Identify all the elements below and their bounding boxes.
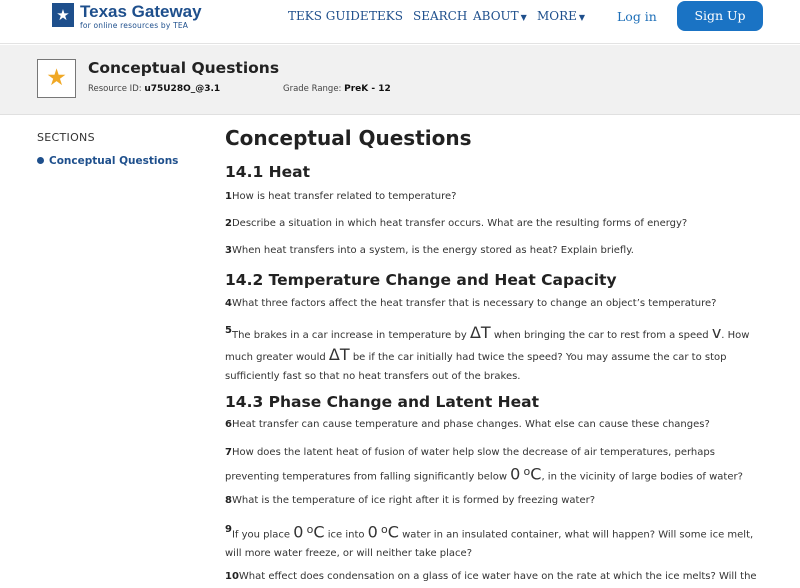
question-number: 6: [225, 419, 232, 430]
question-text: Heat transfer can cause temperature and phase changes. What else can cause these changes?: [231, 419, 710, 430]
question-item: [225, 294, 765, 313]
question-item: [225, 567, 765, 586]
grade-range: [283, 84, 391, 94]
question-item: [225, 415, 765, 434]
question-item: [225, 443, 765, 486]
resource-id-value: u75U28O_@3.1: [144, 84, 221, 94]
question-text: when bringing the car to rest from a speed: [490, 330, 712, 341]
question-item: [225, 187, 765, 206]
question-item: [225, 520, 765, 563]
question-item: [225, 241, 765, 260]
resource-title: Conceptual Questions: [88, 59, 280, 77]
degree-symbol: o: [523, 465, 531, 478]
question-number: 3: [225, 245, 232, 256]
question-text: What three factors affect the heat transfer that is necessary to change an object’s temperature?: [231, 298, 717, 309]
caret-down-icon: ▼: [520, 13, 527, 22]
question-text: What is the temperature of ice right after it is formed by freezing water?: [231, 495, 596, 506]
nav-teks[interactable]: TEKS: [369, 9, 403, 23]
question-text: water in an insulated container, what will happen? Will some ice melt, will more water freeze, or will neither take place?: [225, 529, 754, 560]
logo-subtitle: for online resources by TEA: [80, 21, 189, 30]
question-item: [225, 491, 765, 510]
zero-symbol: 0: [510, 464, 521, 484]
question-text: When heat transfers into a system, is the energy stored as heat? Explain briefly.: [231, 245, 634, 256]
grade-range-value: PreK - 12: [344, 84, 391, 94]
question-number: 5: [225, 325, 232, 336]
texas-star-icon: ★: [52, 3, 74, 27]
section-heading: 14.1 Heat: [225, 163, 310, 181]
favorite-button[interactable]: [37, 59, 76, 98]
delta-t-symbol: ΔT: [469, 323, 491, 342]
sidebar-item-label: Conceptual Questions: [49, 155, 179, 167]
zero-symbol: 0: [367, 522, 378, 542]
page-title: Conceptual Questions: [225, 126, 472, 150]
sidebar-item-conceptual-questions[interactable]: [37, 155, 178, 167]
question-text: , in the vicinity of large bodies of water?: [541, 471, 743, 483]
question-number: 8: [225, 495, 232, 506]
question-text: How is heat transfer related to temperature?: [231, 191, 457, 202]
question-number: 10: [225, 571, 239, 582]
celsius-unit: C: [530, 464, 542, 484]
signup-button[interactable]: Sign Up: [677, 1, 763, 31]
celsius-unit: C: [387, 522, 399, 542]
logo-title: Texas Gateway: [80, 2, 202, 21]
login-button[interactable]: Log in: [617, 9, 657, 24]
question-item: [225, 323, 765, 386]
question-number: 7: [225, 447, 232, 458]
resource-header: [0, 45, 800, 115]
zero-symbol: 0: [293, 522, 304, 542]
question-text: . How much greater would: [225, 330, 750, 363]
caret-down-icon: ▼: [578, 13, 586, 22]
question-item: [225, 214, 765, 233]
section-heading: 14.2 Temperature Change and Heat Capacity: [225, 271, 617, 289]
question-text: ice into: [324, 529, 368, 541]
question-text: How does the latent heat of fusion of water help slow the decrease of air temperatures, perhaps preventing temperatures from falling significantly below: [225, 447, 715, 483]
question-text: The brakes in a car increase in temperature by: [231, 330, 470, 341]
nav-about-label: ABOUT: [473, 9, 519, 23]
sections-heading: SECTIONS: [37, 131, 95, 144]
degree-symbol: o: [381, 523, 388, 536]
nav-more-label: MORE: [537, 9, 577, 23]
question-number: 9: [225, 524, 232, 536]
nav-about[interactable]: [473, 9, 527, 23]
texas-gateway-logo[interactable]: [52, 3, 222, 33]
nav-search[interactable]: SEARCH: [413, 9, 468, 23]
speed-symbol: v: [711, 323, 722, 342]
grade-range-label: Grade Range:: [283, 84, 342, 94]
question-text: What effect does condensation on a glass of ice water have on the rate at which the ice melts? Will the: [238, 571, 757, 582]
question-text: be if the car initially had twice the speed? You may assume the car to stop sufficiently fast so that no heat transfers out of the brakes.: [225, 352, 727, 382]
resource-id-label: Resource ID:: [88, 84, 142, 94]
delta-t-symbol: ΔT: [328, 345, 350, 364]
degree-symbol: o: [306, 523, 314, 536]
question-text: Describe a situation in which heat transfer occurs. What are the resulting forms of energy?: [231, 218, 688, 229]
nav-teks-guide[interactable]: TEKS GUIDE: [288, 9, 369, 23]
question-text: If you place: [231, 529, 294, 541]
celsius-unit: C: [313, 522, 325, 542]
question-number: 4: [225, 298, 232, 309]
resource-id: [88, 84, 220, 94]
section-heading: 14.3 Phase Change and Latent Heat: [225, 393, 539, 411]
bullet-icon: [37, 157, 44, 164]
question-number: 2: [225, 218, 232, 229]
star-icon: ★: [46, 65, 67, 91]
nav-more[interactable]: [537, 9, 585, 23]
top-navbar: [0, 0, 800, 44]
question-number: 1: [225, 191, 232, 202]
